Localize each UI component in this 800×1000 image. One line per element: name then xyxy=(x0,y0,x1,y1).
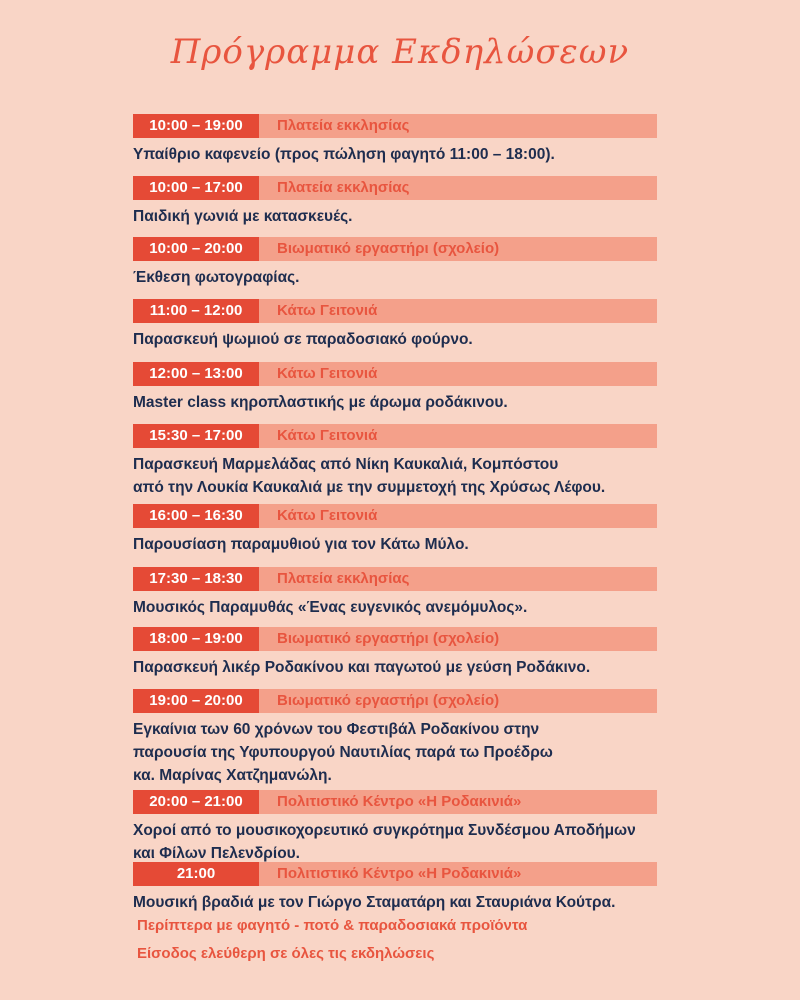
event-item xyxy=(133,176,657,228)
event-time: 10:00 – 19:00 xyxy=(133,114,259,138)
event-item xyxy=(133,790,657,865)
event-description: και Φίλων Πελενδρίου. xyxy=(133,845,300,862)
event-header-bar xyxy=(133,362,657,386)
event-header-bar xyxy=(133,627,657,651)
event-time: 20:00 – 21:00 xyxy=(133,790,259,814)
event-description: παρουσία της Υφυπουργού Ναυτιλίας παρά τω Προέδρω xyxy=(133,744,553,761)
event-time: 12:00 – 13:00 xyxy=(133,362,259,386)
event-item xyxy=(133,424,657,499)
event-header-bar xyxy=(133,504,657,528)
event-item xyxy=(133,237,657,289)
event-description: Εγκαίνια των 60 χρόνων του Φεστιβάλ Ροδακίνου στην xyxy=(133,721,540,738)
event-location: Κάτω Γειτονιά xyxy=(277,302,378,319)
event-item xyxy=(133,362,657,414)
footer-note-stalls: Περίπτερα με φαγητό - ποτό & παραδοσιακά προϊόντα xyxy=(137,917,528,934)
event-item xyxy=(133,862,657,914)
event-header-bar xyxy=(133,299,657,323)
event-time: 19:00 – 20:00 xyxy=(133,689,259,713)
event-time: 18:00 – 19:00 xyxy=(133,627,259,651)
event-time: 15:30 – 17:00 xyxy=(133,424,259,448)
event-description: Υπαίθριο καφενείο (προς πώληση φαγητό 11:00 – 18:00). xyxy=(133,146,555,163)
event-time: 16:00 – 16:30 xyxy=(133,504,259,528)
event-header-bar xyxy=(133,689,657,713)
event-item xyxy=(133,689,657,787)
event-header-bar xyxy=(133,567,657,591)
event-location: Κάτω Γειτονιά xyxy=(277,365,378,382)
event-description: Master class κηροπλαστικής με άρωμα ροδάκινου. xyxy=(133,394,508,411)
event-description: Μουσικός Παραμυθάς «Ένας ευγενικός ανεμόμυλος». xyxy=(133,599,528,616)
event-location: Βιωματικό εργαστήρι (σχολείο) xyxy=(277,240,500,257)
footer-note-entrance: Είσοδος ελεύθερη σε όλες τις εκδηλώσεις xyxy=(137,945,435,962)
event-location: Πολιτιστικό Κέντρο «Η Ροδακινιά» xyxy=(277,793,522,810)
event-location: Βιωματικό εργαστήρι (σχολείο) xyxy=(277,630,500,647)
event-header-bar xyxy=(133,862,657,886)
event-header-bar xyxy=(133,424,657,448)
event-item xyxy=(133,299,657,351)
event-time: 10:00 – 20:00 xyxy=(133,237,259,261)
event-location: Πλατεία εκκλησίας xyxy=(277,570,410,587)
event-description: Έκθεση φωτογραφίας. xyxy=(133,269,300,286)
event-location: Βιωματικό εργαστήρι (σχολείο) xyxy=(277,692,500,709)
event-location: Πλατεία εκκλησίας xyxy=(277,179,410,196)
event-location: Κάτω Γειτονιά xyxy=(277,427,378,444)
event-header-bar xyxy=(133,114,657,138)
event-description: κα. Μαρίνας Χατζημανώλη. xyxy=(133,767,332,784)
event-description: Μουσική βραδιά με τον Γιώργο Σταματάρη και Σταυριάνα Κούτρα. xyxy=(133,894,616,911)
event-description: Παρασκευή λικέρ Ροδακίνου και παγωτού με γεύση Ροδάκινο. xyxy=(133,659,591,676)
event-header-bar xyxy=(133,176,657,200)
event-description: Παρασκευή ψωμιού σε παραδοσιακό φούρνο. xyxy=(133,331,473,348)
event-description: Παρουσίαση παραμυθιού για τον Κάτω Μύλο. xyxy=(133,536,469,553)
event-time: 21:00 xyxy=(133,862,259,886)
event-location: Πλατεία εκκλησίας xyxy=(277,117,410,134)
event-description: Παρασκευή Μαρμελάδας από Νίκη Καυκαλιά, Κομπόστου xyxy=(133,456,559,473)
event-time: 11:00 – 12:00 xyxy=(133,299,259,323)
event-item xyxy=(133,504,657,556)
event-item xyxy=(133,567,657,619)
event-time: 17:30 – 18:30 xyxy=(133,567,259,591)
event-item xyxy=(133,627,657,679)
event-location: Πολιτιστικό Κέντρο «Η Ροδακινιά» xyxy=(277,865,522,882)
event-time: 10:00 – 17:00 xyxy=(133,176,259,200)
event-description: Χοροί από το μουσικοχορευτικό συγκρότημα Συνδέσμου Αποδήμων xyxy=(133,822,636,839)
event-description: Παιδική γωνιά με κατασκευές. xyxy=(133,208,353,225)
event-item xyxy=(133,114,657,166)
page-title: Πρόγραμμα Εκδηλώσεων xyxy=(170,32,630,72)
event-header-bar xyxy=(133,237,657,261)
event-location: Κάτω Γειτονιά xyxy=(277,507,378,524)
event-header-bar xyxy=(133,790,657,814)
event-description: από την Λουκία Καυκαλιά με την συμμετοχή της Χρύσως Λέφου. xyxy=(133,479,606,496)
